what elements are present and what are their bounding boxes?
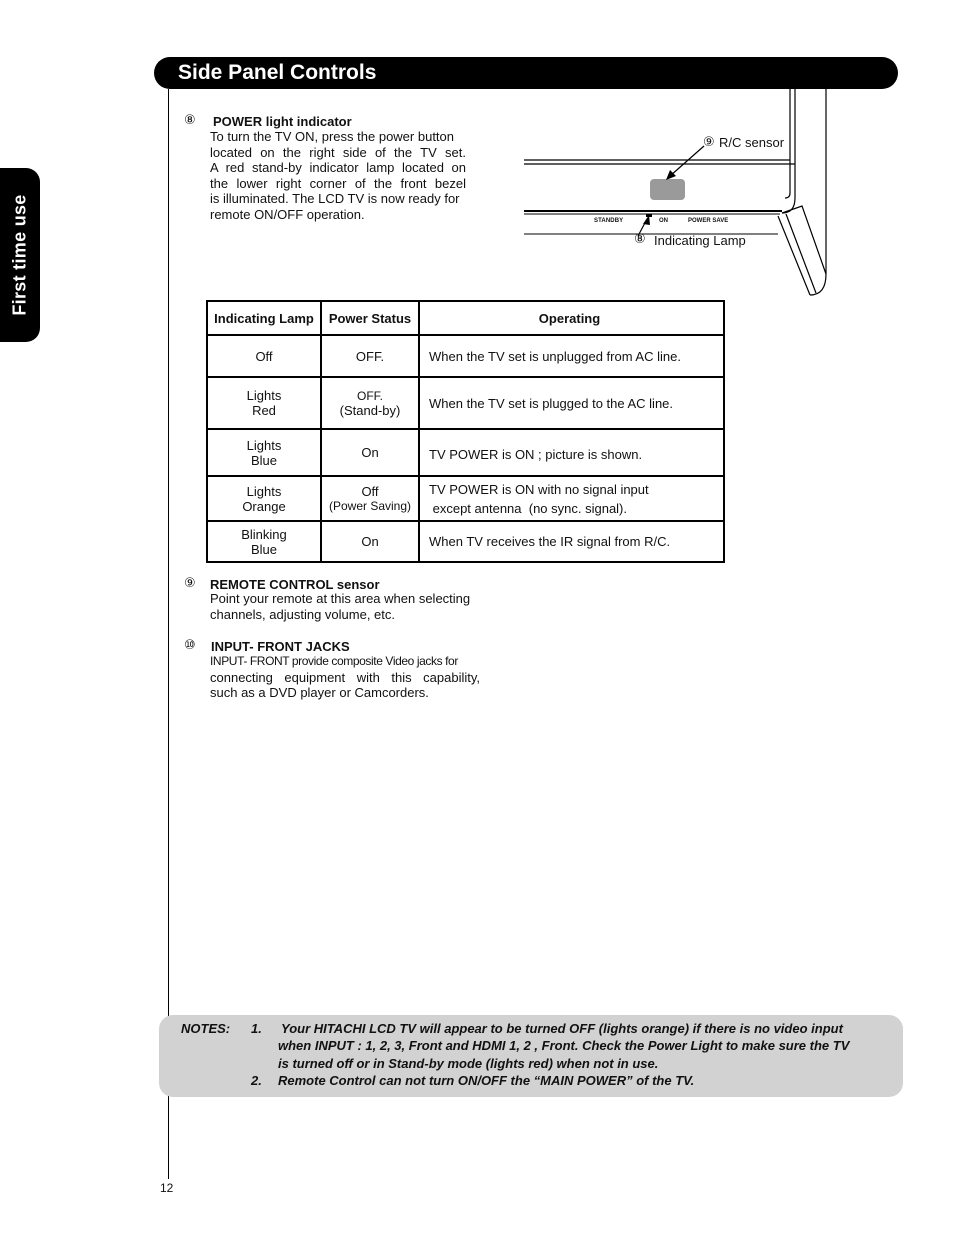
- note-line: is turned off or in Stand-by mode (lights red) when not in use.: [278, 1055, 659, 1071]
- tv-outline-drawing: [520, 88, 830, 300]
- lamp-cell: [207, 521, 321, 562]
- status-cell: [321, 521, 419, 562]
- lamp-text: Off: [255, 348, 273, 364]
- lamp-text: Lights: [246, 437, 282, 453]
- header-indicating-lamp: Indicating Lamp: [207, 301, 321, 335]
- status-text: On: [361, 534, 379, 549]
- lamp-cell: [207, 476, 321, 521]
- lamp-text: Lights: [246, 483, 282, 499]
- operating-text: TV POWER is ON with no signal input: [429, 481, 649, 497]
- lamp-cell: [207, 429, 321, 476]
- rc-sensor-number: ⑨: [703, 135, 715, 150]
- status-text: On: [361, 445, 379, 460]
- input-section-body: [210, 654, 480, 701]
- power-line: the lower right corner of the front bezel: [210, 175, 466, 191]
- page-header-bar: [154, 57, 898, 89]
- remote-section-body: [210, 591, 480, 622]
- remote-line: channels, adjusting volume, etc.: [210, 606, 395, 622]
- input-line: INPUT- FRONT provide composite Video jacks for: [210, 654, 458, 668]
- indicating-lamp-label: Indicating Lamp: [654, 233, 746, 248]
- operating-cell: [419, 377, 724, 429]
- lamp-text: Blue: [250, 541, 278, 557]
- power-section-number: ⑧: [184, 113, 196, 128]
- lamp-text: Blinking: [241, 526, 287, 542]
- status-cell: [321, 377, 419, 429]
- lamp-text: Lights: [246, 388, 282, 403]
- table-header-row: [207, 301, 724, 335]
- power-save-panel-label: POWER SAVE: [688, 218, 729, 224]
- lamp-text: Blue: [250, 452, 278, 468]
- status-text: (Stand-by): [339, 402, 401, 418]
- remote-section-title: REMOTE CONTROL sensor: [210, 577, 380, 592]
- status-text: (Power Saving): [328, 499, 412, 513]
- note-line: Remote Control can not turn ON/OFF the “MAIN POWER” of the TV.: [278, 1073, 695, 1088]
- operating-cell: [419, 429, 724, 476]
- note-line: when INPUT : 1, 2, 3, Front and HDMI 1, 2 , Front. Check the Power Light to make sure the TV: [278, 1038, 850, 1054]
- input-line: connecting equipment with this capability,: [210, 669, 480, 685]
- remote-line: Point your remote at this area when selecting: [210, 591, 471, 606]
- operating-text: except antenna (no sync. signal).: [429, 500, 628, 516]
- power-line: To turn the TV ON, press the power button: [210, 129, 454, 144]
- indicating-lamp-number: ⑧: [634, 232, 646, 247]
- power-line: remote ON/OFF operation.: [210, 206, 365, 222]
- header-operating: Operating: [419, 301, 724, 335]
- table-row: [207, 335, 724, 377]
- tv-side-diagram: [520, 88, 830, 300]
- lamp-cell: [207, 377, 321, 429]
- table-row: [207, 429, 724, 476]
- standby-panel-label: STANDBY: [594, 218, 624, 224]
- power-line: located on the right side of the TV set.: [210, 144, 466, 160]
- notes-box: [159, 1015, 903, 1097]
- status-cell: [321, 335, 419, 377]
- power-line: is illuminated. The LCD TV is now ready for: [210, 191, 460, 206]
- note-item: [278, 1072, 878, 1089]
- input-section-number: ⑩: [184, 638, 196, 653]
- operating-cell: [419, 521, 724, 562]
- rc-sensor-label: R/C sensor: [719, 135, 785, 150]
- input-section-title: INPUT- FRONT JACKS: [211, 639, 350, 654]
- power-section-body: [210, 129, 466, 222]
- lamp-text: Orange: [242, 498, 286, 514]
- power-line: A red stand-by indicator lamp located on: [210, 160, 466, 175]
- operating-text: When TV receives the IR signal from R/C.: [429, 534, 671, 549]
- operating-text: When the TV set is unplugged from AC line.: [429, 348, 681, 364]
- lamp-cell: [207, 335, 321, 377]
- note-number: 2.: [251, 1073, 262, 1088]
- note-number: 1.: [251, 1021, 262, 1036]
- input-line: such as a DVD player or Camcorders.: [210, 685, 429, 700]
- status-cell: [321, 429, 419, 476]
- page-title: Side Panel Controls: [178, 61, 377, 84]
- power-status-table: [206, 300, 725, 563]
- status-text: OFF.: [357, 388, 383, 403]
- remote-section-number: ⑨: [184, 576, 196, 591]
- status-text: OFF.: [355, 348, 385, 364]
- table-row: [207, 476, 724, 521]
- page-number: 12: [160, 1181, 174, 1195]
- operating-text: When the TV set is plugged to the AC line.: [429, 395, 674, 411]
- lamp-text: Red: [252, 403, 276, 418]
- status-text: Off: [361, 484, 379, 499]
- side-tab-label: First time use: [9, 194, 30, 316]
- note-line: Your HITACHI LCD TV will appear to be turned OFF (lights orange) if there is no video input: [281, 1021, 843, 1036]
- operating-cell: [419, 335, 724, 377]
- header-power-status: Power Status: [321, 301, 419, 335]
- operating-text: TV POWER is ON ; picture is shown.: [429, 447, 643, 462]
- power-section-title: POWER light indicator: [213, 114, 352, 129]
- notes-label: NOTES:: [181, 1021, 231, 1036]
- side-tab: [0, 168, 40, 342]
- table-row: [207, 377, 724, 429]
- table-row: [207, 521, 724, 562]
- note-item: [278, 1020, 878, 1072]
- operating-cell: [419, 476, 724, 521]
- status-cell: [321, 476, 419, 521]
- on-panel-label: ON: [659, 218, 668, 224]
